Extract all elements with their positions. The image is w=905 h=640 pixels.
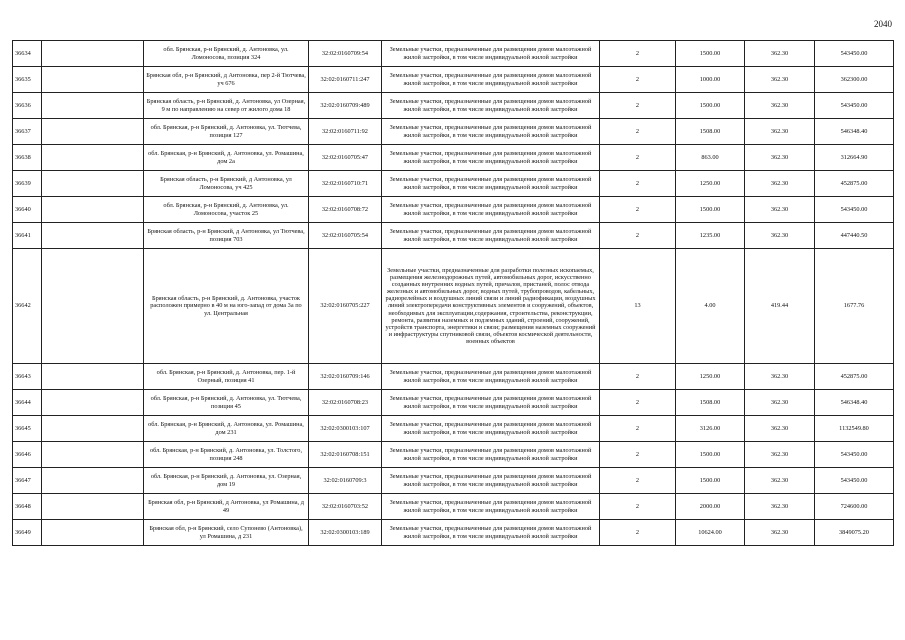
row-id: 36638 xyxy=(13,145,42,171)
row-category-code: 2 xyxy=(600,67,676,93)
table-row xyxy=(13,41,894,67)
row-category-code: 2 xyxy=(600,520,676,546)
row-area: 4.00 xyxy=(676,249,745,364)
row-category-code: 2 xyxy=(600,171,676,197)
row-cadastral-value: 724600.00 xyxy=(815,494,894,520)
table-row xyxy=(13,119,894,145)
row-id: 36648 xyxy=(13,494,42,520)
page-number: 2040 xyxy=(874,19,892,29)
row-cadastral-value: 362300.00 xyxy=(815,67,894,93)
row-id: 36641 xyxy=(13,223,42,249)
row-area: 1250.00 xyxy=(676,364,745,390)
row-cadastral-value: 3849075.20 xyxy=(815,520,894,546)
row-area: 3126.00 xyxy=(676,416,745,442)
row-category-code: 2 xyxy=(600,197,676,223)
row-land-use: Земельные участки, предназначенные для разработки полезных ископаемых, размещения железнодорожных путей, автомобильных дорог, искусственно созданных внутренних водных путей, причалов, пристаней, полос отвода железных и автомобильных дорог, водных путей, трубопроводов, кабельных, радиорелейных и воздушных линий связи и линий радиофикации, воздушных линий электропередачи конструктивных элементов и сооружений, объектов, необходимых для эксплуатации,содержания, строительства, реконструкции, ремонта, развития наземных и подземных зданий, строений, сооружений, устройств транспорта, энергетики и связи; размещения наземных сооружений и инфраструктуры спутниковой связи, объектов космической деятельности, военных объектов xyxy=(382,249,600,364)
row-address: обл. Брянская, р-н Брянский, д. Антоновка, ул. Ломоносова, участок 25 xyxy=(144,197,309,223)
row-rate: 362.30 xyxy=(745,520,815,546)
row-address: обл. Брянская, р-н Брянский, д. Антоновка, ул. Ромашина, дом 231 xyxy=(144,416,309,442)
row-area: 1500.00 xyxy=(676,41,745,67)
table-row xyxy=(13,364,894,390)
row-rate: 362.30 xyxy=(745,390,815,416)
row-empty-cell xyxy=(42,442,144,468)
row-rate: 362.30 xyxy=(745,197,815,223)
row-cadastral-number: 32:02:0160705:227 xyxy=(309,249,382,364)
row-cadastral-value: 452875.00 xyxy=(815,364,894,390)
row-category-code: 2 xyxy=(600,494,676,520)
row-empty-cell xyxy=(42,93,144,119)
row-cadastral-number: 32:02:0160709:54 xyxy=(309,41,382,67)
row-rate: 362.30 xyxy=(745,119,815,145)
row-category-code: 2 xyxy=(600,41,676,67)
row-land-use: Земельные участки, предназначенные для размещения домов малоэтажной жилой застройки, в том числе индивидуальной жилой застройки xyxy=(382,442,600,468)
row-address: Брянская обл, р-н Брянский, д Антоновка, ул Ромашина, д 49 xyxy=(144,494,309,520)
row-rate: 362.30 xyxy=(745,67,815,93)
row-category-code: 2 xyxy=(600,364,676,390)
row-id: 36640 xyxy=(13,197,42,223)
table-row xyxy=(13,171,894,197)
row-id: 36636 xyxy=(13,93,42,119)
row-empty-cell xyxy=(42,494,144,520)
row-land-use: Земельные участки, предназначенные для размещения домов малоэтажной жилой застройки, в том числе индивидуальной жилой застройки xyxy=(382,145,600,171)
row-area: 10624.00 xyxy=(676,520,745,546)
row-area: 1250.00 xyxy=(676,171,745,197)
row-empty-cell xyxy=(42,119,144,145)
row-category-code: 2 xyxy=(600,442,676,468)
row-land-use: Земельные участки, предназначенные для размещения домов малоэтажной жилой застройки, в том числе индивидуальной жилой застройки xyxy=(382,171,600,197)
row-empty-cell xyxy=(42,41,144,67)
row-cadastral-number: 32:02:0160709:489 xyxy=(309,93,382,119)
row-area: 1500.00 xyxy=(676,442,745,468)
row-cadastral-number: 32:02:0160710:71 xyxy=(309,171,382,197)
row-rate: 362.30 xyxy=(745,364,815,390)
row-land-use: Земельные участки, предназначенные для размещения домов малоэтажной жилой застройки, в том числе индивидуальной жилой застройки xyxy=(382,93,600,119)
row-address: обл. Брянская, р-н Брянский, д. Антоновка, ул. Ромашина, дом 2а xyxy=(144,145,309,171)
row-cadastral-value: 447440.50 xyxy=(815,223,894,249)
row-cadastral-value: 543450.00 xyxy=(815,93,894,119)
row-address: обл. Брянская, р-н Брянский, д. Антоновка, ул. Тютчева, позиция 127 xyxy=(144,119,309,145)
row-cadastral-value: 543450.00 xyxy=(815,41,894,67)
row-cadastral-value: 1132549.80 xyxy=(815,416,894,442)
row-area: 1500.00 xyxy=(676,197,745,223)
row-rate: 362.30 xyxy=(745,468,815,494)
table-row xyxy=(13,494,894,520)
row-rate: 362.30 xyxy=(745,416,815,442)
row-rate: 362.30 xyxy=(745,145,815,171)
row-cadastral-value: 546348.40 xyxy=(815,119,894,145)
row-category-code: 13 xyxy=(600,249,676,364)
table-row xyxy=(13,442,894,468)
row-cadastral-value: 546348.40 xyxy=(815,390,894,416)
row-area: 1500.00 xyxy=(676,468,745,494)
row-id: 36642 xyxy=(13,249,42,364)
row-category-code: 2 xyxy=(600,93,676,119)
row-cadastral-number: 32:02:0160711:92 xyxy=(309,119,382,145)
row-address: Брянская область, р-н Брянский, д Антоновка, ул Тютчева, позиция 703 xyxy=(144,223,309,249)
row-empty-cell xyxy=(42,468,144,494)
row-address: Брянская обл, р-н Брянский, д Антоновка, пер 2-й Тютчева, уч 676 xyxy=(144,67,309,93)
row-rate: 362.30 xyxy=(745,171,815,197)
row-cadastral-number: 32:02:0160709:146 xyxy=(309,364,382,390)
row-category-code: 2 xyxy=(600,416,676,442)
row-address: обл. Брянская, р-н Брянский, д. Антоновка, ул. Тютчева, позиция 45 xyxy=(144,390,309,416)
row-address: обл. Брянская, р-н Брянский, д. Антоновка, ул. Ломоносова, позиция 324 xyxy=(144,41,309,67)
table-row xyxy=(13,197,894,223)
row-rate: 362.30 xyxy=(745,93,815,119)
row-empty-cell xyxy=(42,223,144,249)
row-cadastral-number: 32:02:0160708:72 xyxy=(309,197,382,223)
row-empty-cell xyxy=(42,145,144,171)
row-land-use: Земельные участки, предназначенные для размещения домов малоэтажной жилой застройки, в том числе индивидуальной жилой застройки xyxy=(382,67,600,93)
row-id: 36644 xyxy=(13,390,42,416)
row-cadastral-number: 32:02:0300103:107 xyxy=(309,416,382,442)
table-row xyxy=(13,520,894,546)
table-row xyxy=(13,67,894,93)
row-category-code: 2 xyxy=(600,468,676,494)
table-row xyxy=(13,223,894,249)
row-id: 36639 xyxy=(13,171,42,197)
row-empty-cell xyxy=(42,390,144,416)
row-area: 1508.00 xyxy=(676,390,745,416)
row-cadastral-value: 543450.00 xyxy=(815,197,894,223)
row-rate: 362.30 xyxy=(745,442,815,468)
land-registry-table xyxy=(12,40,894,546)
row-id: 36637 xyxy=(13,119,42,145)
row-id: 36647 xyxy=(13,468,42,494)
row-area: 1235.00 xyxy=(676,223,745,249)
row-empty-cell xyxy=(42,364,144,390)
row-rate: 362.30 xyxy=(745,41,815,67)
row-cadastral-value: 312664.90 xyxy=(815,145,894,171)
table-row xyxy=(13,416,894,442)
row-cadastral-number: 32:02:0160709:3 xyxy=(309,468,382,494)
row-category-code: 2 xyxy=(600,390,676,416)
row-address: Брянская обл, р-н Брянский, село Супонево (Антоновка), ул Ромашина, д 231 xyxy=(144,520,309,546)
row-rate: 362.30 xyxy=(745,494,815,520)
row-cadastral-number: 32:02:0300103:189 xyxy=(309,520,382,546)
row-empty-cell xyxy=(42,249,144,364)
row-land-use: Земельные участки, предназначенные для размещения домов малоэтажной жилой застройки, в том числе индивидуальной жилой застройки xyxy=(382,494,600,520)
row-land-use: Земельные участки, предназначенные для размещения домов малоэтажной жилой застройки, в том числе индивидуальной жилой застройки xyxy=(382,197,600,223)
table-row xyxy=(13,468,894,494)
row-area: 1500.00 xyxy=(676,93,745,119)
row-empty-cell xyxy=(42,416,144,442)
table-row xyxy=(13,390,894,416)
row-area: 1000.00 xyxy=(676,67,745,93)
row-id: 36643 xyxy=(13,364,42,390)
row-cadastral-number: 32:02:0160705:54 xyxy=(309,223,382,249)
row-area: 2000.00 xyxy=(676,494,745,520)
row-cadastral-number: 32:02:0160711:247 xyxy=(309,67,382,93)
row-id: 36649 xyxy=(13,520,42,546)
row-land-use: Земельные участки, предназначенные для размещения домов малоэтажной жилой застройки, в том числе индивидуальной жилой застройки xyxy=(382,468,600,494)
table-body xyxy=(13,41,894,546)
row-area: 863.00 xyxy=(676,145,745,171)
row-category-code: 2 xyxy=(600,145,676,171)
row-land-use: Земельные участки, предназначенные для размещения домов малоэтажной жилой застройки, в том числе индивидуальной жилой застройки xyxy=(382,41,600,67)
row-id: 36635 xyxy=(13,67,42,93)
table-row xyxy=(13,145,894,171)
row-id: 36646 xyxy=(13,442,42,468)
row-area: 1508.00 xyxy=(676,119,745,145)
row-cadastral-value: 543450.00 xyxy=(815,468,894,494)
row-category-code: 2 xyxy=(600,119,676,145)
row-id: 36634 xyxy=(13,41,42,67)
row-address: Брянская область, р-н Брянский, д. Антоновка, ул Озерная, 9 м по направлению на север от жилого дома 18 xyxy=(144,93,309,119)
row-address: Брянская область, р-н Брянский, д. Антоновка, участок расположен примерно в 40 м на юго-запад от дома 3а по ул. Центральная xyxy=(144,249,309,364)
row-address: обл. Брянская, р-н Брянский, д. Антоновка, пер. 1-й Озерный, позиция 41 xyxy=(144,364,309,390)
row-land-use: Земельные участки, предназначенные для размещения домов малоэтажной жилой застройки, в том числе индивидуальной жилой застройки xyxy=(382,119,600,145)
row-empty-cell xyxy=(42,197,144,223)
row-rate: 419.44 xyxy=(745,249,815,364)
row-empty-cell xyxy=(42,171,144,197)
row-land-use: Земельные участки, предназначенные для размещения домов малоэтажной жилой застройки, в том числе индивидуальной жилой застройки xyxy=(382,390,600,416)
row-land-use: Земельные участки, предназначенные для размещения домов малоэтажной жилой застройки, в том числе индивидуальной жилой застройки xyxy=(382,364,600,390)
row-cadastral-number: 32:02:0160708:151 xyxy=(309,442,382,468)
row-land-use: Земельные участки, предназначенные для размещения домов малоэтажной жилой застройки, в том числе индивидуальной жилой застройки xyxy=(382,520,600,546)
row-cadastral-value: 543450.00 xyxy=(815,442,894,468)
row-address: Брянская область, р-н Брянский, д Антоновка, ул Ломоносова, уч 425 xyxy=(144,171,309,197)
row-cadastral-value: 452875.00 xyxy=(815,171,894,197)
row-land-use: Земельные участки, предназначенные для размещения домов малоэтажной жилой застройки, в том числе индивидуальной жилой застройки xyxy=(382,223,600,249)
row-empty-cell xyxy=(42,520,144,546)
row-cadastral-number: 32:02:0160708:23 xyxy=(309,390,382,416)
table-row xyxy=(13,249,894,364)
row-rate: 362.30 xyxy=(745,223,815,249)
row-cadastral-number: 32:02:0160705:47 xyxy=(309,145,382,171)
row-id: 36645 xyxy=(13,416,42,442)
row-address: обл. Брянская, р-н Брянский, д. Антоновка, ул. Толстого, позиция 248 xyxy=(144,442,309,468)
row-address: обл. Брянская, р-н Брянский, д. Антоновка, ул. Озерная, дом 19 xyxy=(144,468,309,494)
row-empty-cell xyxy=(42,67,144,93)
row-cadastral-number: 32:02:0160703:52 xyxy=(309,494,382,520)
row-land-use: Земельные участки, предназначенные для размещения домов малоэтажной жилой застройки, в том числе индивидуальной жилой застройки xyxy=(382,416,600,442)
row-category-code: 2 xyxy=(600,223,676,249)
table-row xyxy=(13,93,894,119)
row-cadastral-value: 1677.76 xyxy=(815,249,894,364)
